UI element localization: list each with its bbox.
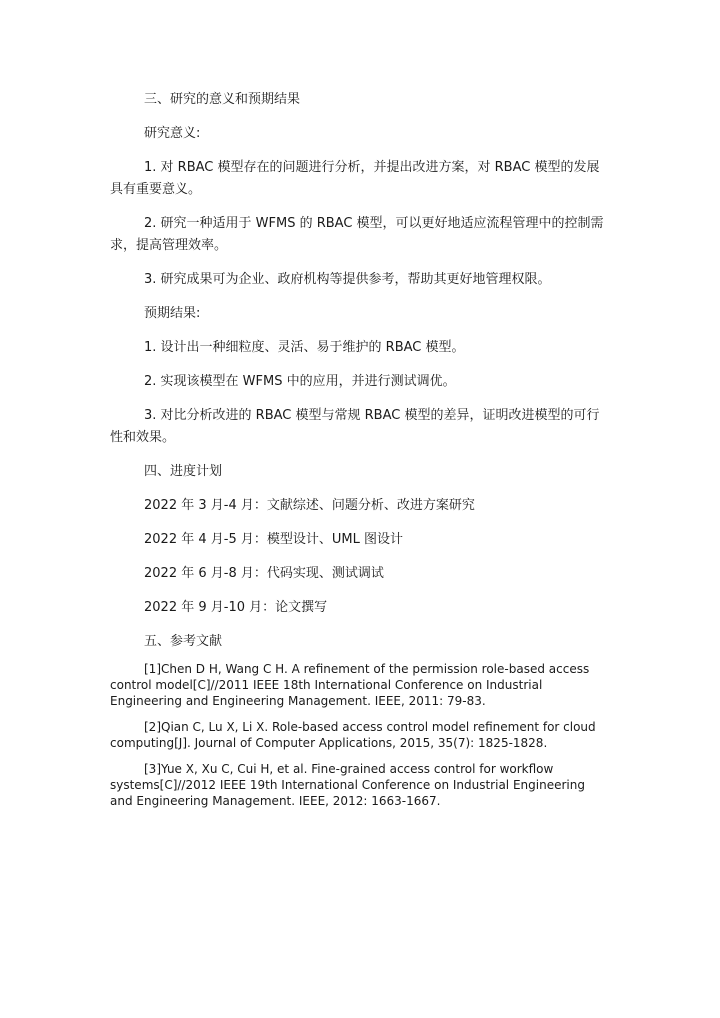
- reference-2: [2]Qian C, Lu X, Li X. Role-based access control model refinement for cloud computing[J]. Journal of Computer Applications, 2015, 35(7): 1825-1828.: [110, 720, 596, 750]
- schedule-item-2: 2022 年 4 月-5 月：模型设计、UML 图设计: [144, 532, 403, 547]
- significance-item-2: 2. 研究一种适用于 WFMS 的 RBAC 模型，可以更好地适应流程管理中的控制需求，提高管理效率。: [110, 216, 604, 253]
- reference-3: [3]Yue X, Xu C, Cui H, et al. Fine-grained access control for workflow systems[C]//2012 IEEE 19th International Conference on Industrial Engineering and Engineering Management. IEEE, 2012: 1663-1667.: [110, 762, 585, 808]
- schedule-item-4: 2022 年 9 月-10 月：论文撰写: [144, 600, 328, 615]
- section-5-heading: 五、参考文献: [144, 634, 223, 649]
- significance-item-3: 3. 研究成果可为企业、政府机构等提供参考，帮助其更好地管理权限。: [144, 272, 551, 287]
- results-label: 预期结果:: [144, 306, 201, 321]
- significance-item-1: 1. 对 RBAC 模型存在的问题进行分析，并提出改进方案，对 RBAC 模型的发展具有重要意义。: [110, 160, 600, 197]
- results-item-3: 3. 对比分析改进的 RBAC 模型与常规 RBAC 模型的差异，证明改进模型的可行性和效果。: [110, 408, 600, 445]
- results-item-1: 1. 设计出一种细粒度、灵活、易于维护的 RBAC 模型。: [144, 340, 465, 355]
- section-3-heading: 三、研究的意义和预期结果: [144, 92, 301, 107]
- schedule-item-3: 2022 年 6 月-8 月：代码实现、测试调试: [144, 566, 384, 581]
- results-item-2: 2. 实现该模型在 WFMS 中的应用，并进行测试调优。: [144, 374, 456, 389]
- section-4-heading: 四、进度计划: [144, 464, 223, 479]
- significance-label: 研究意义:: [144, 126, 201, 141]
- reference-1: [1]Chen D H, Wang C H. A refinement of the permission role-based access control model[C]//2011 IEEE 18th International Conference on Industrial Engineering and Engineering Management. IEEE, 2011: 79-83.: [110, 662, 590, 708]
- document-body: [110, 89, 610, 819]
- schedule-item-1: 2022 年 3 月-4 月：文献综述、问题分析、改进方案研究: [144, 498, 475, 513]
